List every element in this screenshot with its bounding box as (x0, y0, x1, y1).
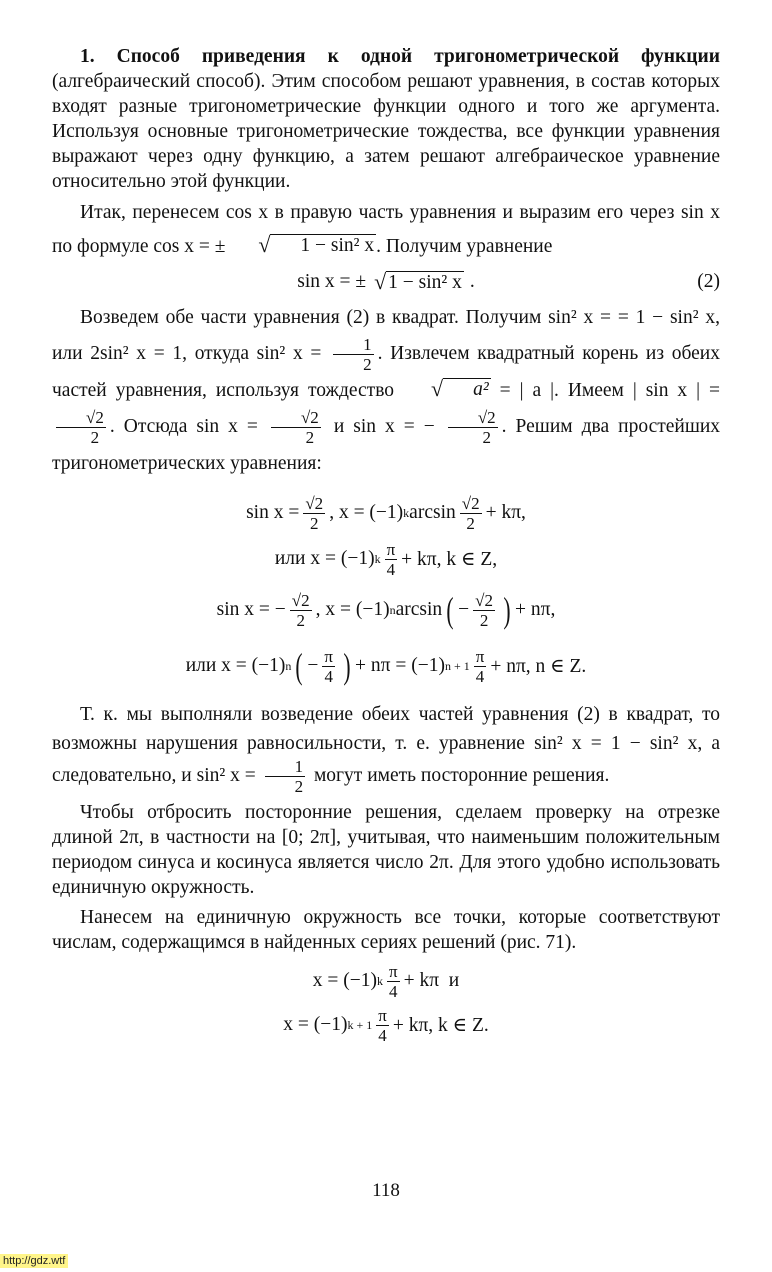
math-text: + nπ = (−1) (355, 655, 445, 677)
eq-end: . (469, 271, 475, 292)
math-text: + nπ, (515, 599, 556, 621)
sqrt-a-squared: √ a² (430, 376, 489, 402)
text-fragment: . Решим два простейших тригонометрических уравнения: (52, 416, 721, 475)
sqrt-expression: √ 1 − sin² x (374, 269, 462, 295)
math-text: x = (−1) (312, 970, 377, 992)
fraction-sqrt2-over-2: $\frac{√2}{2}$ (475, 590, 494, 630)
text-fragment: Т. к. мы выполняли возведение обеих частей уравнения (2) в квадрат, то возможны нарушения равносильности, т. е. уравнение sin² x = 1 − sin² x, а следовательно, и sin² x = (52, 704, 720, 787)
method-heading: 1. Способ приведения к одной тригонометрической функции (80, 46, 720, 67)
math-line-2: или x = (−1) k $\frac{\pi}{4}$ + kπ, k ∈ Z, (274, 539, 498, 579)
fraction-one-half: $\frac{1}{2}$ (265, 758, 306, 795)
text-fragment: Итак, перенесем cos x в правую часть уравнения и выразим его через sin x по формуле cos x = ± (52, 202, 720, 257)
math-text: sin x = (246, 502, 300, 524)
text-fragment: могут иметь посторонние решения. (313, 765, 610, 787)
math-text: + nπ, n ∈ Z. (490, 656, 587, 678)
fraction-sqrt2-over-2: $\frac{√2}{2}$ (271, 409, 321, 446)
fraction-sqrt2-over-2: $\frac{√2}{2}$ (448, 409, 498, 446)
text-fragment: . Отсюда sin x = (109, 416, 258, 438)
math-text: + kπ, k ∈ Z, (401, 549, 498, 571)
math-text: , x = (−1) (329, 502, 404, 524)
fraction-sqrt2-over-2: $\frac{√2}{2}$ (305, 493, 324, 533)
watermark-link[interactable]: http://gdz.wtf (0, 1254, 68, 1268)
fraction-pi-over-4: $\frac{\pi}{4}$ (386, 539, 396, 579)
fraction-sqrt2-over-2: $\frac{√2}{2}$ (291, 590, 310, 630)
math-line-6: x = (−1) k + 1 $\frac{\pi}{4}$ + kπ, k ∈ Z. (283, 1005, 489, 1045)
fraction-one-half: $\frac{1}{2}$ (333, 336, 374, 373)
math-text: arcsin (395, 599, 443, 621)
math-text: − (307, 655, 319, 677)
paragraph-unit-circle: Нанесем на единичную окружность все точки, которые соответствуют числам, содержащимся в найденных сериях решений (рис. 71). (52, 907, 720, 954)
fraction-pi-over-4: $\frac{\pi}{4}$ (388, 961, 398, 1001)
math-text: sin x = − (216, 599, 286, 621)
math-text: + kπ, (485, 502, 526, 524)
paragraph-extraneous (52, 700, 720, 795)
text-fragment: . Получим уравнение (376, 236, 553, 257)
fraction-sqrt2-over-2: $\frac{√2}{2}$ (461, 493, 480, 533)
math-text: + kπ и (403, 970, 460, 992)
sqrt-expression: √ 1 − sin² x (258, 232, 375, 257)
math-text: , x = (−1) (315, 599, 390, 621)
math-text: или x = (−1) (185, 655, 286, 677)
radicand: 1 − sin² x (270, 234, 376, 256)
equation-number: (2) (697, 271, 720, 292)
page-content (52, 44, 720, 1047)
eq-lhs: sin x = ± (297, 271, 367, 292)
fraction-pi-over-4: $\frac{\pi}{4}$ (475, 646, 485, 686)
text-fragment: . Извлечем квадратный корень из обеих частей уравнения, используя тождество (52, 343, 720, 402)
fraction-sqrt2-over-2: $\frac{√2}{2}$ (56, 409, 106, 446)
method-text: (алгебраический способ). Этим способом решают уравнения, в состав которых входят разные тригонометрические функции одного и того же аргумента. Используя основные тригонометрические тождества, все функции уравнения выражают через одну функцию, а затем решают алгебраическое уравнение относительно этой функции. (52, 71, 720, 192)
math-text: x = (−1) (283, 1014, 348, 1036)
math-text: или x = (−1) (274, 548, 375, 570)
math-line-4: или x = (−1) n ( − $\frac{\pi}{4}$ ) + nπ = (−1) n + 1 $\frac{\pi}{4}$ + nπ, n ∈ Z. (185, 646, 587, 687)
paragraph-check: Чтобы отбросить посторонние решения, сделаем проверку на отрезке длиной 2π, в частности на [0; 2π], учитывая, что наименьшим положительным периодом синуса и косинуса является число 2π. Для этого удобно использовать единичную окружность. (52, 802, 720, 899)
math-line-5: x = (−1) k $\frac{\pi}{4}$ + kπ и (312, 961, 460, 1001)
paragraph-square (52, 300, 720, 482)
fraction-pi-over-4: $\frac{\pi}{4}$ (378, 1005, 387, 1045)
math-text: arcsin (409, 502, 456, 524)
page-number: 118 (372, 1180, 400, 1201)
fraction-pi-over-4: $\frac{\pi}{4}$ (324, 646, 334, 686)
math-text: + kπ, k ∈ Z. (392, 1015, 489, 1037)
text-fragment: Возведем обе части уравнения (2) в квадрат. Получим sin² x = = 1 − sin² x, или 2sin² x = 1, откуда sin² x = (52, 307, 720, 364)
math-line-3: sin x = − $\frac{√2}{2}$ , x = (−1) n arcsin ( − $\frac{√2}{2}$ ) + nπ, (216, 590, 556, 631)
radicand: 1 − sin² x (388, 271, 462, 293)
math-line-1: sin x = $\frac{√2}{2}$ , x = (−1) k arcsin $\frac{√2}{2}$ + kπ, (246, 493, 526, 533)
paragraph-express-cos (52, 196, 720, 264)
text-fragment: = | a |. Имеем | sin x | = (499, 380, 721, 402)
text-fragment: и sin x = − (333, 416, 435, 438)
paragraph-method-intro (52, 44, 720, 194)
equation-2 (52, 264, 720, 300)
math-text: − (458, 599, 470, 621)
